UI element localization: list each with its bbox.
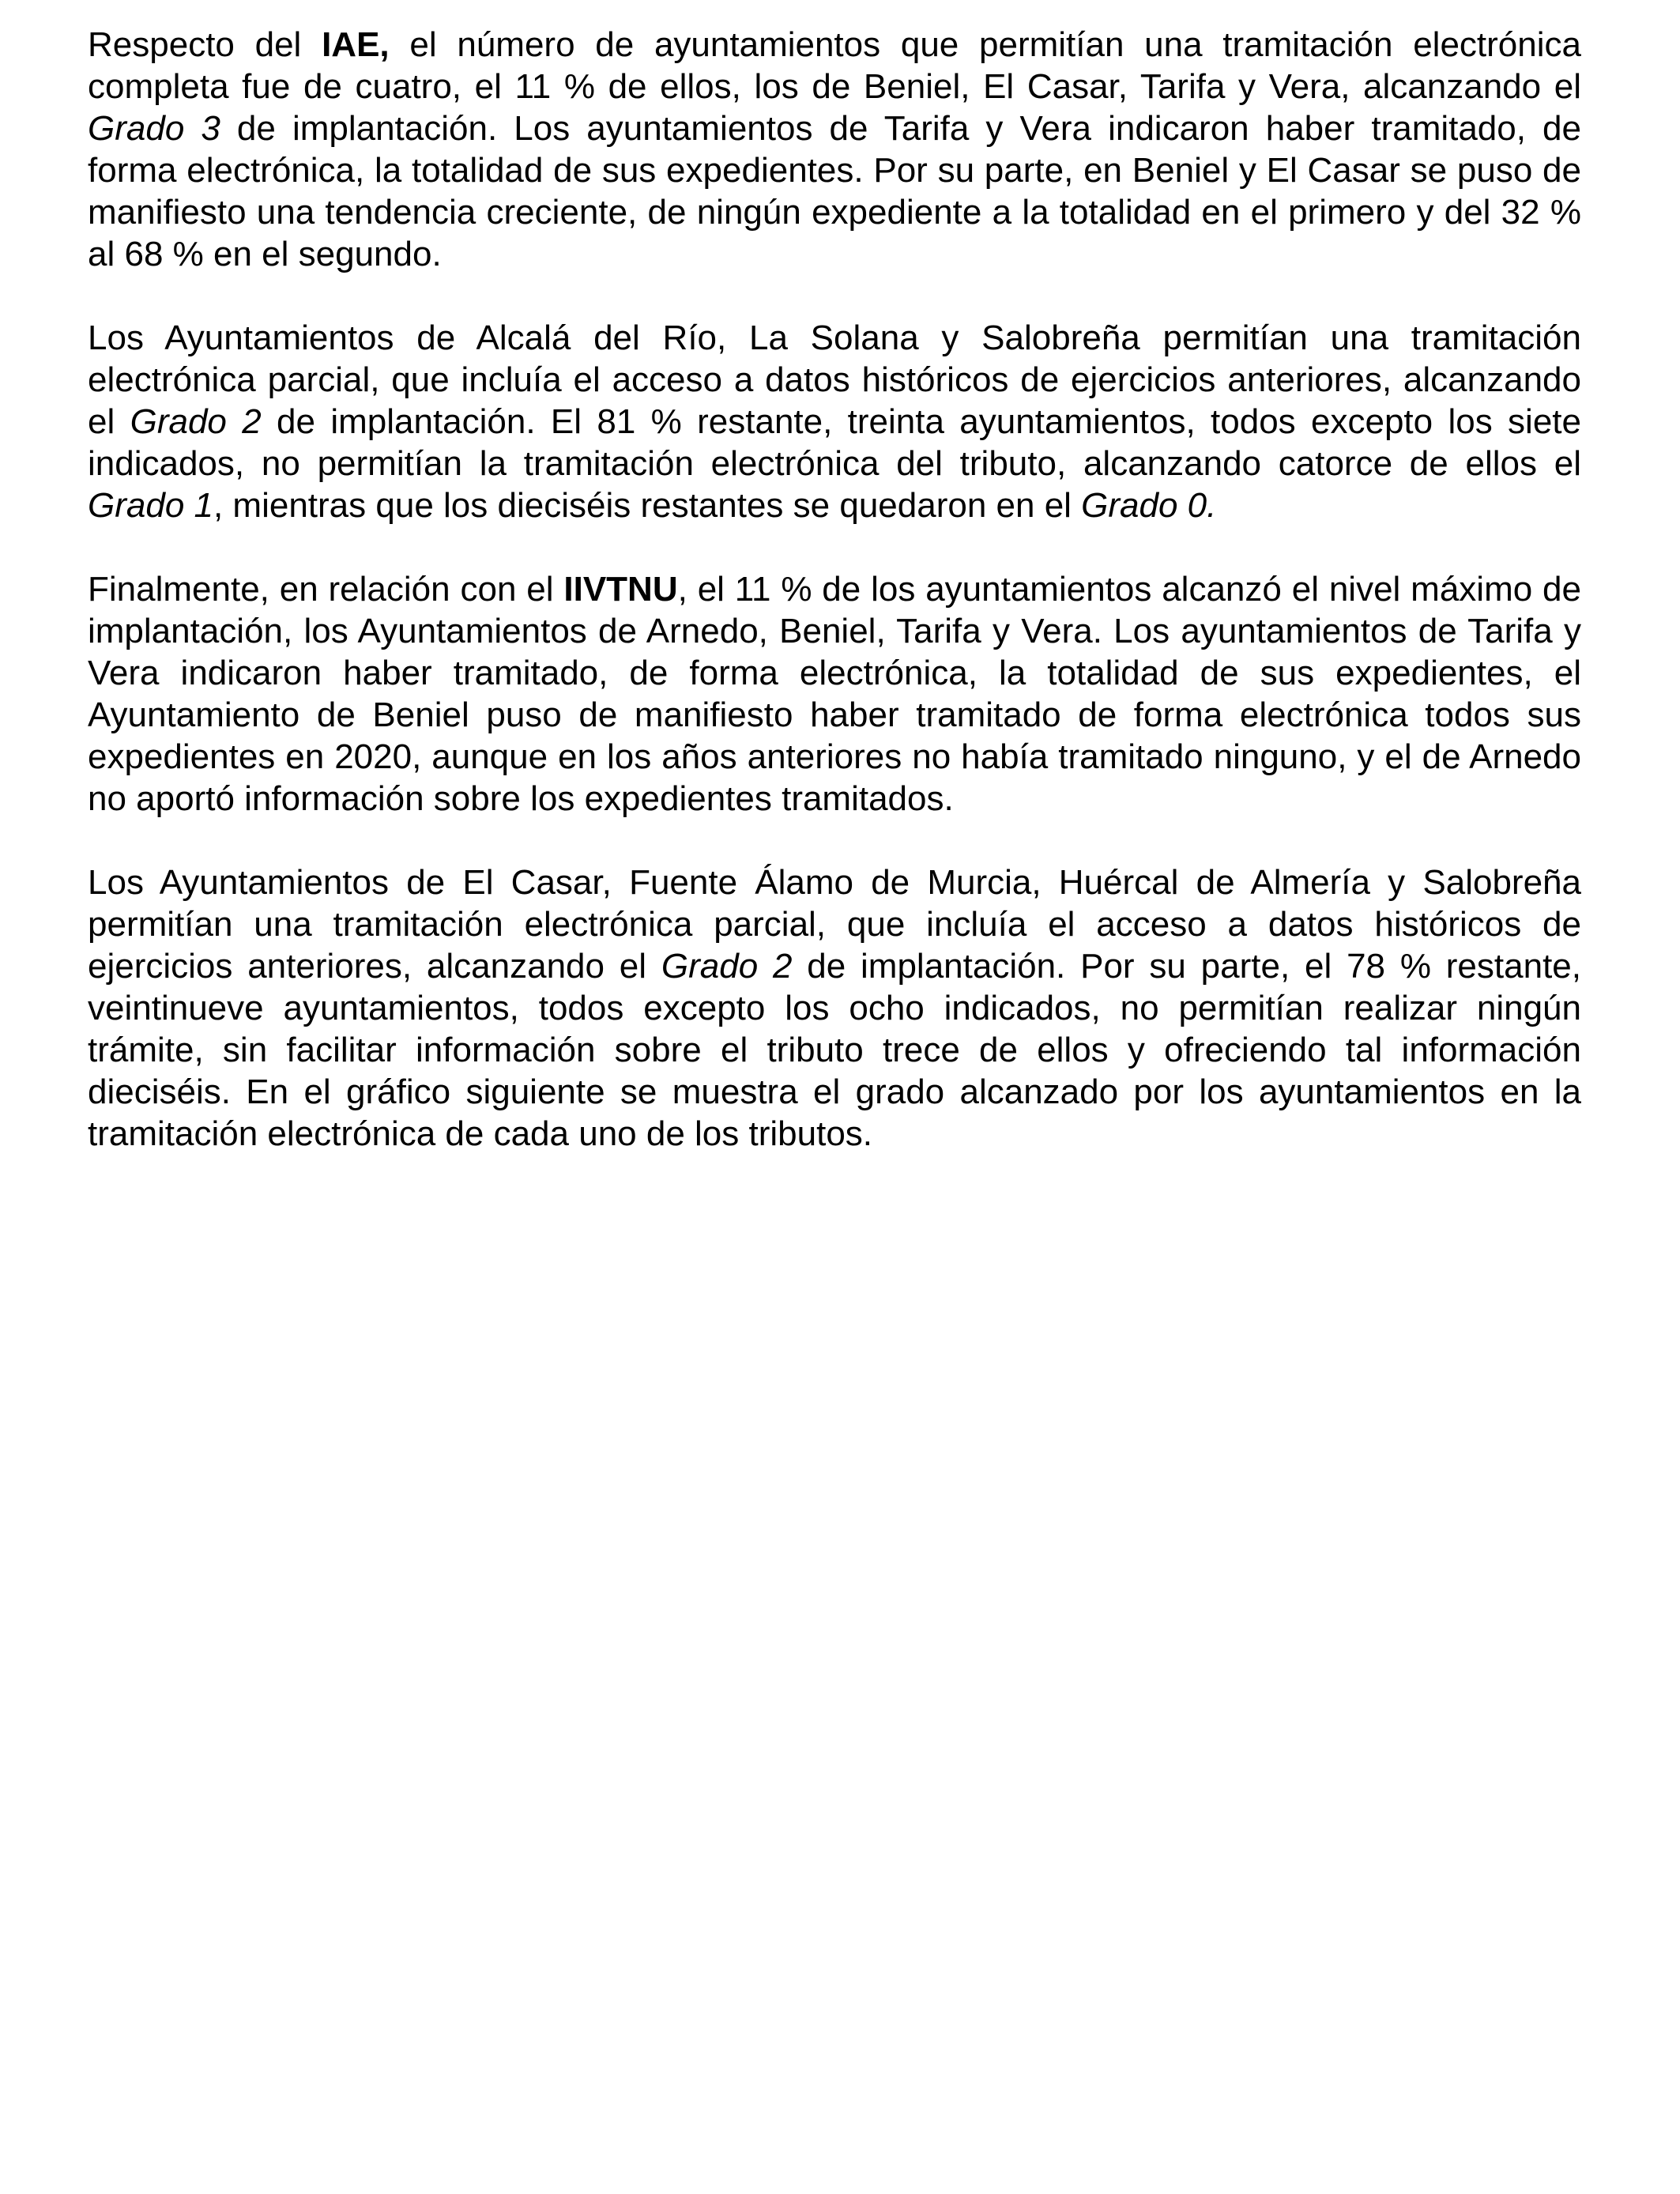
document-page — [88, 24, 1581, 1197]
grade-label: Grado 2 — [130, 402, 262, 441]
paragraph-text: Los Ayuntamientos de Alcalá del Río, La Solana y Salobreña permitían una tramitación electrónica parcial, que incluía el acceso a datos históricos de ejercicios anteriores, alcanzando el — [88, 319, 1581, 441]
paragraph-text: Respecto del — [88, 25, 322, 64]
tax-name-iivtnu: IIVTNU — [563, 570, 678, 609]
paragraph-iivtnu-partial — [88, 861, 1581, 1155]
paragraph-iae-partial — [88, 317, 1581, 526]
grade-label: Grado 3 — [88, 109, 220, 148]
paragraph-text: Finalmente, en relación con el — [88, 570, 564, 609]
paragraph-text: , el 11 % de los ayuntamientos alcanzó el nivel máximo de implantación, los Ayuntamientos de Arnedo, Beniel, Tarifa y Vera. Los ayuntamientos de Tarifa y Vera indicaron haber tramitado, de forma electrónica, la totalidad de sus expedientes, el Ayuntamiento de Beniel puso de manifiesto haber tramitado de forma electrónica todos sus expedientes en 2020, aunque en los años anteriores no había tramitado ninguno, y el de Arnedo no aportó información sobre los expedientes tramitados. — [88, 570, 1581, 818]
tax-name-iae: IAE, — [322, 25, 390, 64]
paragraph-text: el número de ayuntamientos que permitían una tramitación electrónica completa fue de cuatro, el 11 % de ellos, los de Beniel, El Casar, Tarifa y Vera, alcanzando el — [88, 25, 1581, 106]
paragraph-iae — [88, 24, 1581, 275]
paragraph-text: de implantación. Los ayuntamientos de Tarifa y Vera indicaron haber tramitado, de forma electrónica, la totalidad de sus expedientes. Por su parte, en Beniel y El Casar se puso de manifiesto una tendencia creciente, de ningún expediente a la totalidad en el primero y del 32 % al 68 % en el segundo. — [88, 109, 1581, 273]
paragraph-text: Los Ayuntamientos de El Casar, Fuente Álamo de Murcia, Huércal de Almería y Salobreña permitían una tramitación electrónica parcial, que incluía el acceso a datos históricos de ejercicios anteriores, alcanzando el — [88, 863, 1581, 986]
paragraph-text: de implantación. El 81 % restante, treinta ayuntamientos, todos excepto los siete indicados, no permitían la tramitación electrónica del tributo, alcanzando catorce de ellos el — [88, 402, 1581, 483]
grade-label: Grado 0. — [1081, 486, 1217, 525]
paragraph-text: de implantación. Por su parte, el 78 % restante, veintinueve ayuntamientos, todos excepto los ocho indicados, no permitían realizar ningún trámite, sin facilitar información sobre el tributo trece de ellos y ofreciendo tal información dieciséis. En el gráfico siguiente se muestra el grado alcanzado por los ayuntamientos en la tramitación electrónica de cada uno de los tributos. — [88, 947, 1581, 1153]
paragraph-iivtnu — [88, 568, 1581, 820]
paragraph-text: , mientras que los dieciséis restantes se quedaron en el — [213, 486, 1082, 525]
grade-label: Grado 2 — [661, 947, 793, 986]
grade-label: Grado 1 — [88, 486, 213, 525]
